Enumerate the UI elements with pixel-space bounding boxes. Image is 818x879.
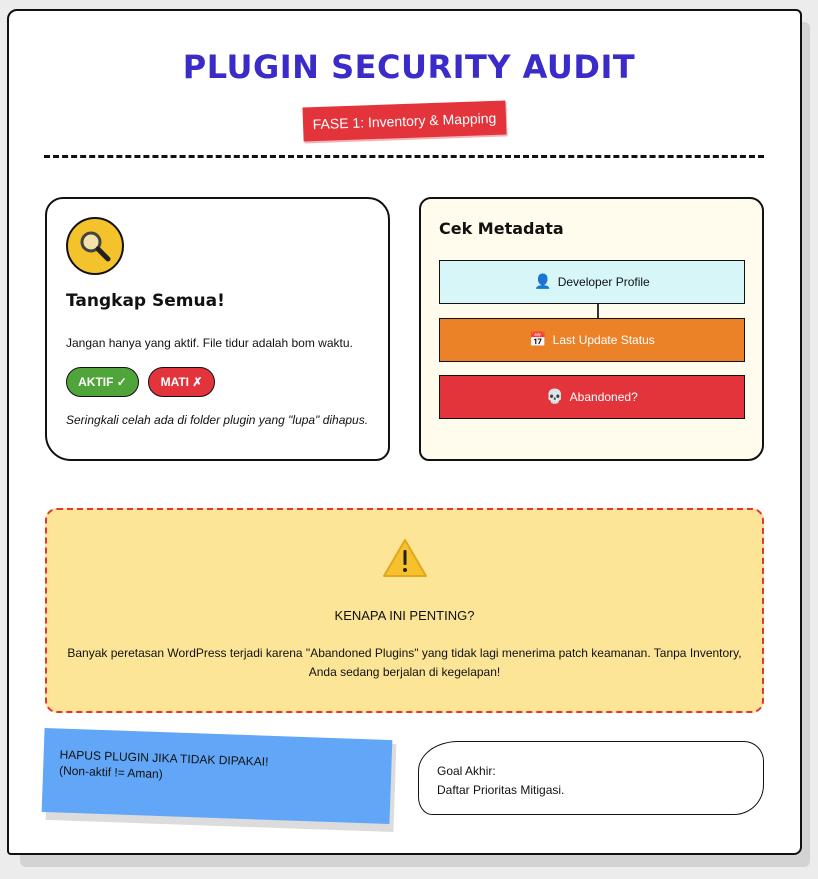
page-title: PLUGIN SECURITY AUDIT <box>182 48 636 86</box>
warning-title: KENAPA INI PENTING? <box>334 608 475 623</box>
status-pill-active: AKTIF ✓ <box>66 367 139 397</box>
panel-heading: Cek Metadata <box>439 219 564 238</box>
sticky-line-1: HAPUS PLUGIN JIKA TIDAK DIPAKAI! <box>59 747 269 769</box>
goal-label: Goal Akhir: <box>437 764 496 778</box>
magnifier-icon <box>66 217 124 275</box>
warning-icon <box>382 538 428 583</box>
phase-badge: FASE 1: Inventory & Mapping <box>302 100 506 141</box>
status-pill-inactive: MATI ✗ <box>148 367 215 397</box>
warning-body: Banyak peretasan WordPress terjadi karena "Abandoned Plugins" yang tidak lagi menerima patch keamanan. Tanpa Inventory, Anda sedang berjalan di kegelapan! <box>67 646 742 679</box>
metadata-panel <box>419 197 764 461</box>
dashed-divider <box>44 155 764 158</box>
user-icon: 👤 <box>534 274 552 290</box>
step-label: Last Update Status <box>552 333 655 347</box>
step-developer-profile <box>439 260 745 304</box>
sticky-note <box>42 728 393 824</box>
panel-description: Jangan hanya yang aktif. File tidur adalah bom waktu. <box>66 336 353 350</box>
warning-callout <box>45 508 764 713</box>
flow-connector <box>597 304 599 318</box>
step-last-update <box>439 318 745 362</box>
step-label: Developer Profile <box>557 275 650 289</box>
panel-heading: Tangkap Semua! <box>66 291 225 311</box>
step-label: Abandoned? <box>569 390 638 404</box>
goal-bubble <box>418 741 764 815</box>
skull-icon: 💀 <box>546 389 564 405</box>
inventory-panel <box>45 197 390 461</box>
sticky-line-2: (Non-aktif != Aman) <box>58 763 163 782</box>
goal-value: Daftar Prioritas Mitigasi. <box>437 783 565 797</box>
panel-note: Seringkali celah ada di folder plugin yang "lupa" dihapus. <box>66 413 369 427</box>
step-abandoned <box>439 375 745 419</box>
calendar-icon: 📅 <box>529 332 547 348</box>
